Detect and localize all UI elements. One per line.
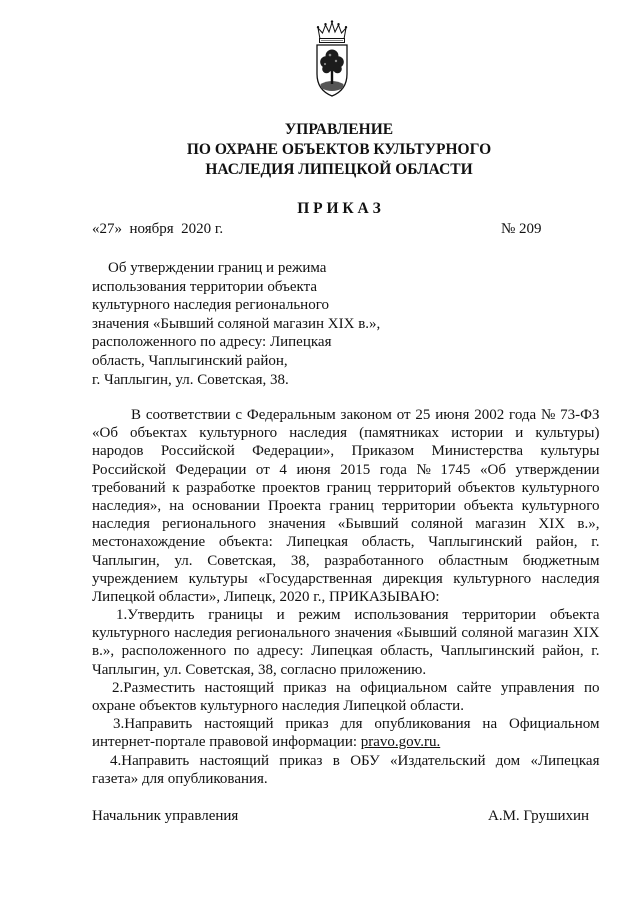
subject-line: область, Чаплыгинский район, (92, 352, 288, 369)
header-line: УПРАВЛЕНИЕ (284, 121, 394, 138)
preamble-line: наследия регионального значения «Бывший соляной магазин XIX в.», (92, 516, 600, 533)
subject-line: значения «Бывший соляной магазин XIX в.», (92, 315, 381, 332)
signatory-name: А.М. Грушихин (488, 808, 590, 824)
order-date: «27» ноября 2020 г. (92, 221, 224, 237)
order-item-3-line (92, 733, 600, 751)
subject-line: использования территории объекта (92, 278, 317, 295)
subject-line: культурного наследия регионального (92, 297, 329, 314)
order-item-4 (92, 752, 600, 788)
preamble-line: Чаплыгин, ул. Советская, 38, разработанного областным бюджетным (92, 552, 600, 569)
order-item-3-text: интернет-портале правовой информации: (92, 734, 358, 751)
order-item-1 (92, 606, 600, 679)
order-item-2-line: охране объектов культурного наследия Липецкой области. (92, 698, 464, 714)
order-item-2 (92, 679, 600, 715)
order-subject (92, 259, 432, 389)
preamble-line: народов Российской Федерации», Приказом Министерства культуры (92, 443, 600, 460)
subject-line: Об утверждении границ и режима (108, 260, 327, 276)
department-header (92, 120, 586, 180)
header-line: НАСЛЕДИЯ ЛИПЕЦКОЙ ОБЛАСТИ (205, 161, 473, 178)
preamble-line: местонахождение объекта: Липецкая область, Чаплыгинский район, г. (92, 534, 600, 551)
subject-line: расположенного по адресу: Липецкая (92, 334, 332, 351)
order-item-1-line: культурного наследия регионального значения «Бывший соляной магазин XIX (92, 625, 600, 642)
order-item-3-line: 3.Направить настоящий приказ для опубликования на Официальном (113, 716, 600, 733)
order-item-4-line: 4.Направить настоящий приказ в ОБУ «Издательский дом «Липецкая (110, 752, 600, 769)
preamble-line: требований к разработке проектов границ территорий объектов культурного (92, 479, 600, 496)
preamble-line: наследия», на основании Проекта границ территории объекта культурного (92, 497, 600, 514)
preamble-line: Российской Федерации от 4 июня 2015 года № 1745 «Об утверждении (92, 461, 600, 478)
order-item-1-line: 1.Утвердить границы и режим использования территории объекта (116, 607, 600, 624)
header-line: ПО ОХРАНЕ ОБЪЕКТОВ КУЛЬТУРНОГО (186, 141, 492, 158)
legal-portal-link[interactable]: pravo.gov.ru. (360, 734, 441, 751)
order-item-1-line: в.», расположенного по адресу: Липецкая область, Чаплыгинский район, г. (92, 643, 600, 660)
preamble-line: учреждением культуры «Государственная дирекция культурного наследия (92, 570, 600, 587)
crown-shape (317, 20, 347, 42)
coat-of-arms-icon (308, 20, 356, 98)
order-item-4-line: газета» для опубликования. (92, 770, 268, 787)
order-item-3 (92, 715, 600, 751)
document-type-title: П Р И К А З (297, 200, 381, 217)
preamble-paragraph (92, 406, 600, 606)
preamble-line: В соответствии с Федеральным законом от 25 июня 2002 года № 73-ФЗ (131, 407, 600, 423)
order-item-1-line: Чаплыгин, ул. Советская, 38, согласно приложению. (92, 661, 427, 678)
preamble-line: «Об объектах культурного наследия (памятниках истории и культуры) (92, 425, 600, 442)
order-body (92, 406, 600, 788)
order-item-2-line: 2.Разместить настоящий приказ на официальном сайте управления по (112, 679, 600, 696)
order-number: № 209 (501, 221, 542, 237)
signatory-position: Начальник управления (92, 808, 239, 824)
preamble-line: Липецкой области», Липецк, 2020 г., ПРИКАЗЫВАЮ: (92, 588, 440, 605)
subject-line: г. Чаплыгин, ул. Советская, 38. (92, 371, 289, 388)
